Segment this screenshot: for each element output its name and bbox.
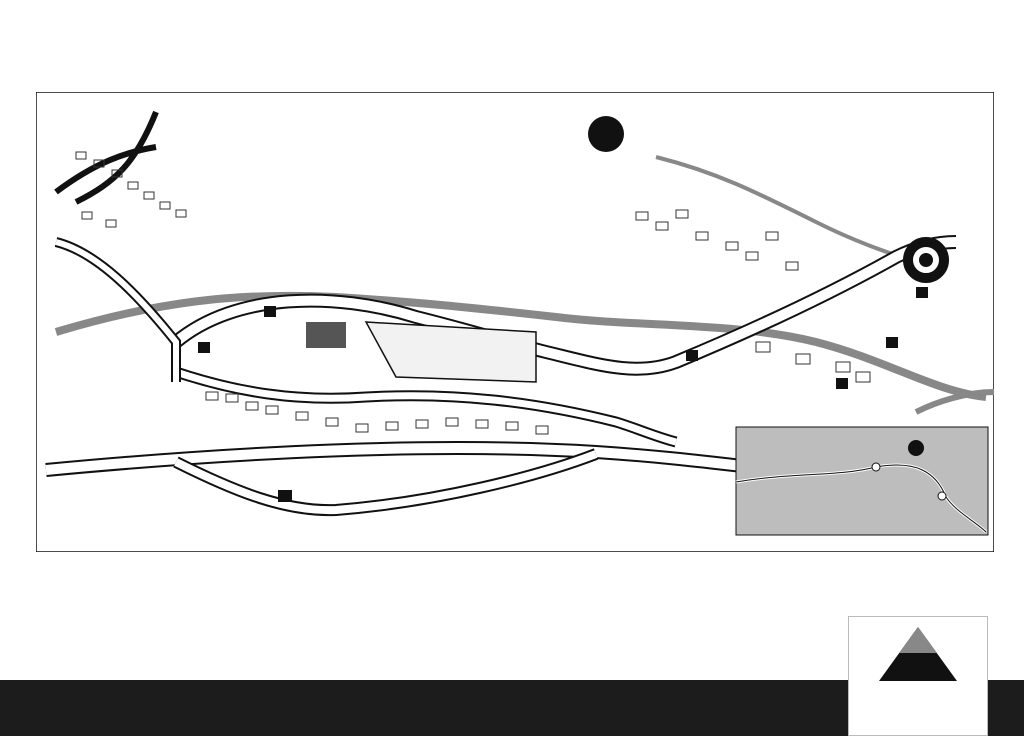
inset-map[interactable] xyxy=(736,427,988,535)
mountain-logo-icon xyxy=(849,617,987,687)
village-map[interactable] xyxy=(36,92,994,552)
thredbo-logo xyxy=(848,616,988,736)
map-svg xyxy=(36,92,994,552)
north-arrow xyxy=(588,116,624,152)
village-green-area xyxy=(306,322,346,348)
legend xyxy=(36,570,994,610)
